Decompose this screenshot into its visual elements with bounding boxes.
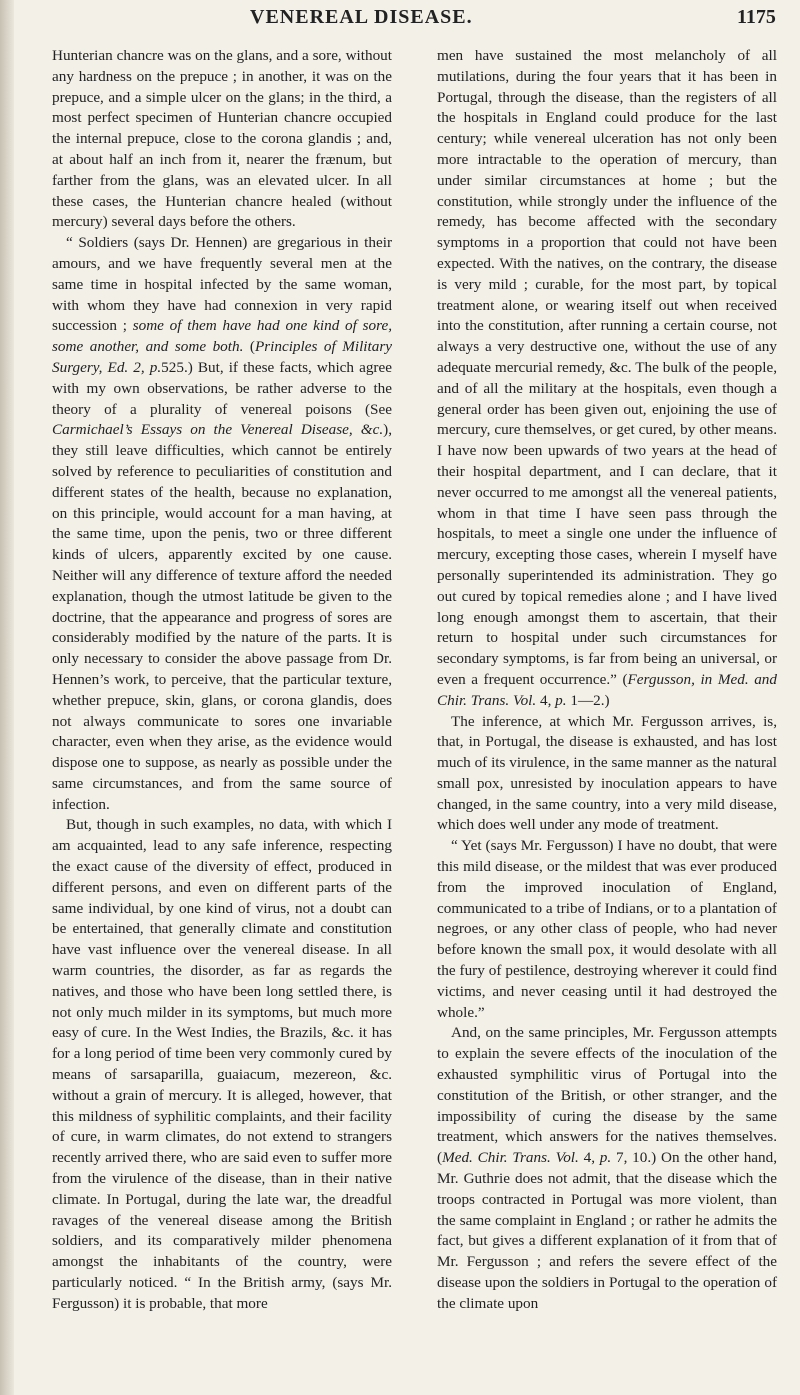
paragraph: Hunterian chancre was on the glans, and a sore, without any hardness on the prepuce ; in another, it was on the prepuce, and a simple ulcer on the glans; in the third, a most perfect specimen of Hunterian chancre occupied the internal prepuce, close to the corona glandis ; and, at about half an inch from it, nearer the frænum, but farther from the glans, was an elevated ulcer. In all these cases, the Hunterian chancre healed (without mercury) several days before the others.	[52, 47, 392, 231]
citation-page: p.	[599, 1149, 612, 1167]
paragraph-guthrie	[437, 1023, 777, 1314]
text-run: 1—2.)	[566, 691, 610, 709]
text-run: 4,	[536, 691, 556, 709]
citation-title: Principles of Military Surgery, Ed. 2, p.	[52, 338, 392, 376]
citation-page: p.	[555, 691, 567, 709]
left-column	[52, 46, 392, 1315]
text-run: men have sustained the most melancholy of all mutilations, during the four years that it has been in Portugal, through the disease, than the registers of all the hospitals in England could produce for the last century; while venereal ulceration has not only been more intractable to the operation of mercury, than under similar circumstances at home ; but the constitution, while strongly under the influence of the remedy, has become affected with the secondary symptoms in a proportion that could not have been expected. With the natives, on the contrary, the disease is very mild ; curable, for the most part, by topical treatment alone, or wearing itself out when received into the constitution, after running a certain course, not always a very destructive one, without the use of any adequate mercurial remedy, &c. The bulk of the people, and of all the military at the hospitals, even though a general order has been given out, enjoining the use of mercury, cure themselves, or get cured, by other means. I have now been upwards of two years at the head of their hospital department, and I can declare, that it never occurred to me amongst all the venereal patients, whom in that time I have seen pass through the hospitals, to meet a single one under the influence of mercury, excepting those cases, wherein I myself have personally superintended its administration. They go out cured by topical remedies alone ; and I have lived long enough amongst them to ascertain, that their return to hospital under such circumstances for secondary symptoms, is far from being an universal, or even a frequent occurrence.” (	[437, 47, 777, 688]
citation-title: Fergusson, in Med. and Chir. Trans. Vol.	[437, 670, 777, 709]
paragraph-hennen-quote	[52, 233, 392, 815]
text-run: “ Soldiers (says Dr. Hennen) are gregarious in their amours, and we have frequently several men at the same time in hospital infected by the same woman, with whom they have had connexion in very rapid succession ;	[52, 234, 392, 335]
text-run: (	[243, 338, 255, 356]
text-run: 525.) But, if these facts, which agree with my own observations, be rather adverse to the theory of a plurality of venereal poisons (See	[52, 358, 392, 418]
text-run: 7, 10.) On the other hand, Mr. Guthrie does not admit, that the disease which the troops contracted in Portugal was more violent, than the same complaint in England ; or rather he admits the fact, but gives a different explanation of it from that of Mr. Fergusson ; and refers the severe effect of the disease upon the soldiers in Portugal to the operation of the climate upon	[437, 1149, 778, 1312]
citation-title: Carmichael’s Essays on the Venereal Disease, &c.	[52, 421, 384, 439]
running-head	[0, 6, 800, 34]
paragraph-fergusson-quote	[437, 46, 777, 712]
italic-text: some of them have had one kind of sore, some another, and some both.	[52, 317, 392, 356]
text-run: And, on the same principles, Mr. Fergusson attempts to explain the severe effects of the inoculation of the exhausted symphilitic virus of Portugal into the constitution of the British, or other stranger, and the impossibility of curing the disease by the same treatment, which answers for the natives themselves. (	[437, 1024, 777, 1167]
paragraph: “ Yet (says Mr. Fergusson) I have no doubt, that were this mild disease, or the mildest that was ever produced from the improved inoculation of England, communicated to a tribe of Indians, or to a plantation of negroes, or any other class of people, who had never before known the small pox, it would desolate with all the fury of pestilence, destroying wherever it could find victims, and never ceasing until it had destroyed the whole.”	[437, 837, 777, 1021]
text-run: 4,	[578, 1149, 600, 1167]
page-number: 1175	[737, 6, 776, 28]
citation-title: Med. Chir. Trans. Vol.	[442, 1149, 579, 1167]
page-edge	[0, 0, 14, 1395]
text-run: ), they still leave difficulties, which cannot be entirely solved by reference to peculiarities of constitution and different states of the health, because no explanation, on this principle, would account for a man having, at the same time, upon the penis, two or three different kinds of ulcers, apparently excited by one cause. Neither will any difference of texture afford the needed explanation, though the utmost latitude be given to the doctrine, that the appearance and progress of sores are considerably modified by the nature of the parts. It is only necessary to consider the above passage from Dr. Hennen’s work, to perceive, that the particular texture, whether prepuce, skin, glans, or corona glandis, does not always communicate to sores one invariable character, even when they arise, as the evidence would dispose one to suppose, as nearly as possible under the same circumstances, and from the same source of infection.	[52, 421, 392, 813]
paragraph: The inference, at which Mr. Fergusson arrives, is, that, in Portugal, the disease is exhausted, and has lost much of its virulence, in the same manner as the natural small pox, unresisted by inoculation appears to have changed, in the same country, into a very mild disease, which does well under any mode of treatment.	[437, 712, 777, 834]
paragraph: But, though in such examples, no data, with which I am acquainted, lead to any safe inference, respecting the exact cause of the diversity of effect, produced in different persons, and even on different parts of the same individual, by one kind of virus, not a doubt can be entertained, that generally climate and constitution have vast influence over the venereal disease. In all warm countries, the disorder, as far as regards the natives, and those who have been long settled there, is not only much milder in its symptoms, but much more easy of cure. In the West Indies, the Brazils, &c. it has for a long period of time been very commonly cured by means of sarsaparilla, guaiacum, mezereon, &c. without a grain of mercury. It is alleged, however, that this mildness of syphilitic complaints, and their facility of cure, in warm climates, do not extend to strangers recently arrived there, who are said even to suffer more from the virulence of the disease, than in their native climate. In Portugal, during the late war, the dreadful ravages of the venereal disease among the British soldiers, and its comparatively milder phenomena amongst the inhabitants of the country, were particularly noticed. “ In the British army, (says Mr. Fergusson) it is probable, that more	[52, 816, 392, 1312]
running-title: VENEREAL DISEASE.	[250, 6, 473, 28]
right-column	[437, 46, 777, 1315]
